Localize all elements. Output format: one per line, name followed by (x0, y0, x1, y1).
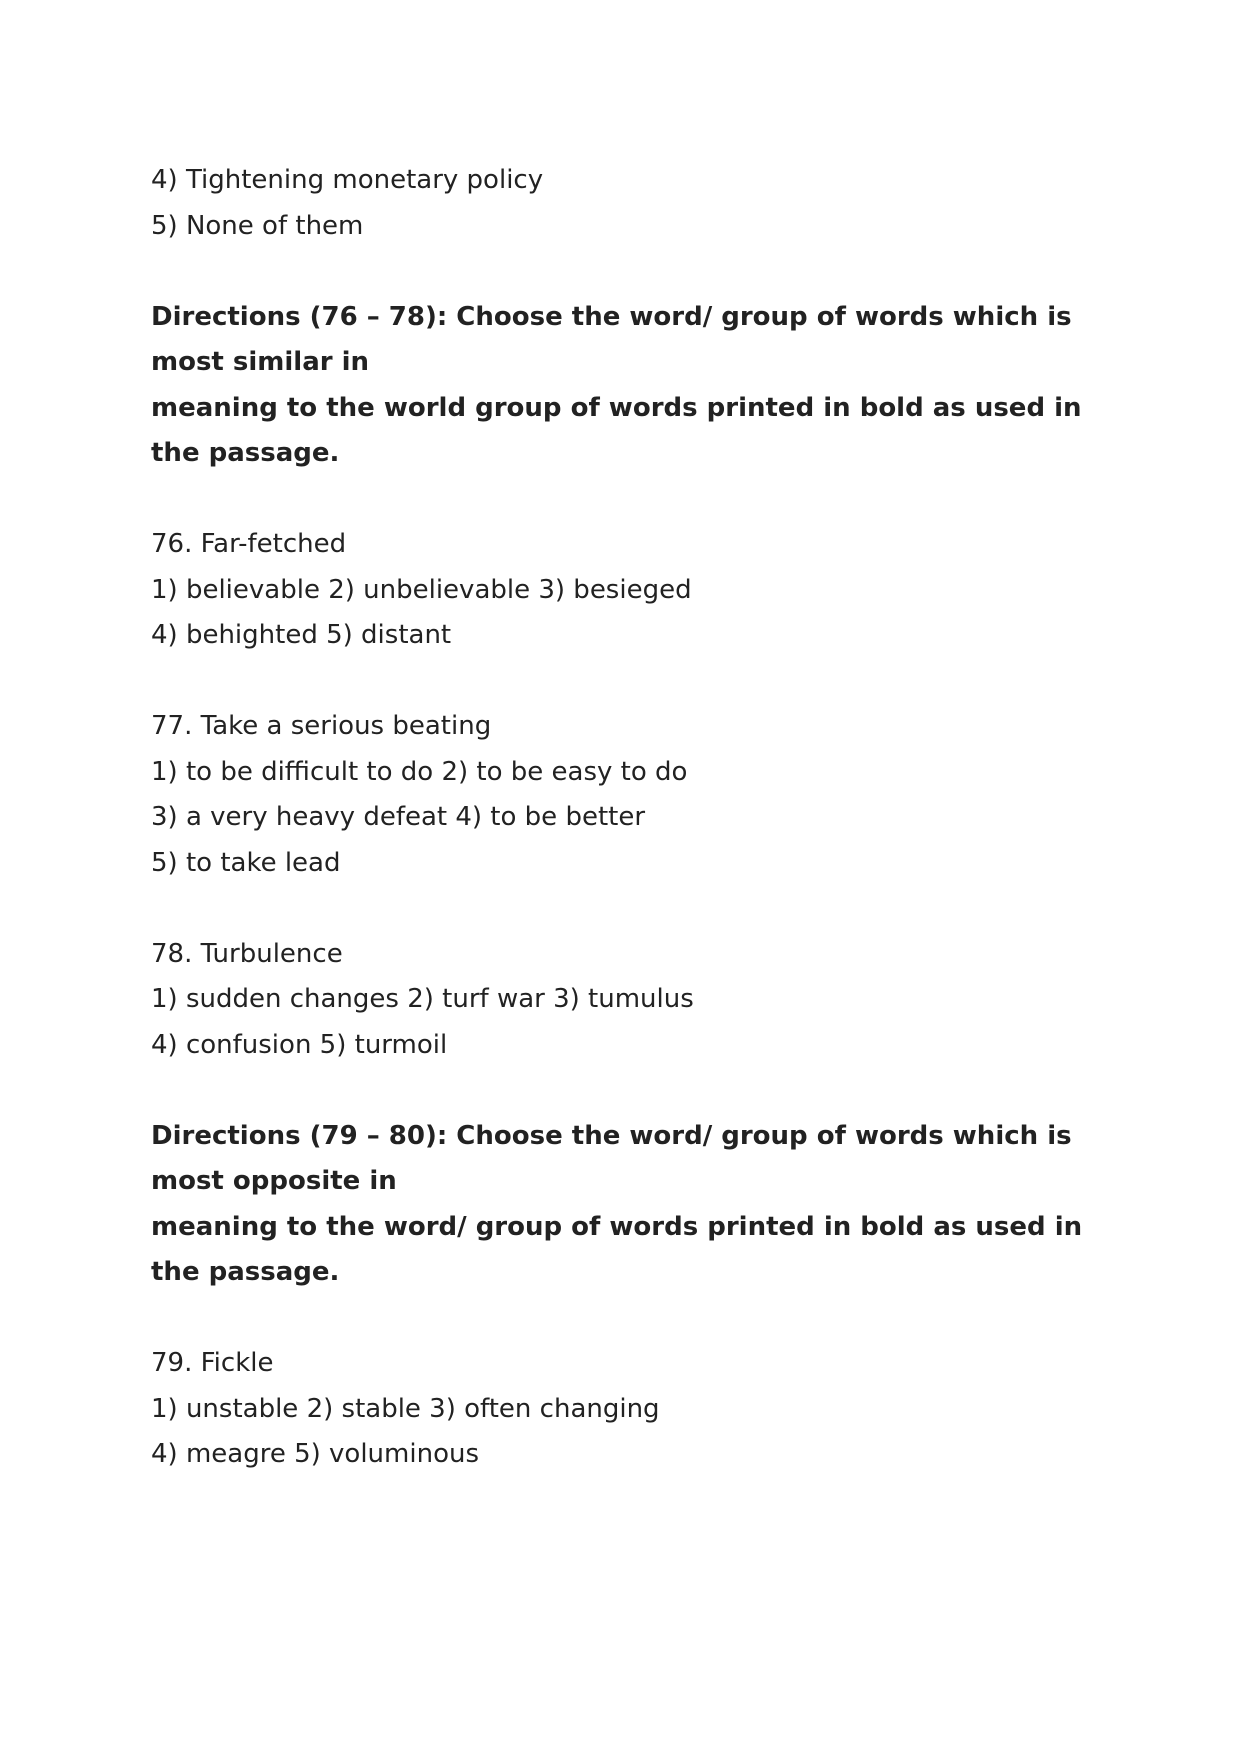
directions-line: most similar in (151, 347, 370, 377)
option-line: 5) to take lead (151, 847, 341, 878)
option-line: 1) sudden changes 2) turf war 3) tumulus (151, 984, 694, 1014)
directions-line: Directions (76 – 78): Choose the word/ group of words which is (151, 301, 1072, 332)
option-line: 1) believable 2) unbelievable 3) besieged (151, 574, 692, 605)
option-line: 5) None of them (151, 210, 364, 241)
spacer (151, 249, 1111, 295)
option-line: 3) a very heavy defeat 4) to be better (151, 802, 646, 832)
option-line: 4) meagre 5) voluminous (151, 1439, 479, 1469)
spacer (151, 1068, 1111, 1114)
question-title: 76. Far-fetched (151, 529, 347, 559)
question-78 (151, 932, 1111, 1069)
question-title: 78. Turbulence (151, 938, 343, 969)
option-line: 1) unstable 2) stable 3) often changing (151, 1393, 660, 1424)
directions-line: meaning to the world group of words printed in bold as used in (151, 392, 1082, 423)
directions-line: Directions (79 – 80): Choose the word/ group of words which is (151, 1120, 1072, 1151)
directions-76-78 (151, 295, 1111, 477)
document-page (151, 158, 1111, 1478)
spacer (151, 477, 1111, 523)
spacer (151, 886, 1111, 932)
question-79 (151, 1341, 1111, 1478)
question-title: 79. Fickle (151, 1348, 274, 1378)
previous-question-options (151, 158, 1111, 249)
spacer (151, 1296, 1111, 1342)
option-line: 4) confusion 5) turmoil (151, 1029, 448, 1060)
question-title: 77. Take a serious beating (151, 711, 492, 741)
directions-line: meaning to the word/ group of words printed in bold as used in (151, 1211, 1083, 1242)
question-76 (151, 522, 1111, 659)
directions-79-80 (151, 1114, 1111, 1296)
directions-line: the passage. (151, 1257, 340, 1287)
directions-line: most opposite in (151, 1166, 397, 1196)
option-line: 4) behighted 5) distant (151, 620, 452, 650)
option-line: 1) to be difficult to do 2) to be easy to do (151, 756, 688, 787)
question-77 (151, 704, 1111, 886)
directions-line: the passage. (151, 438, 340, 468)
spacer (151, 659, 1111, 705)
option-line: 4) Tightening monetary policy (151, 165, 544, 195)
